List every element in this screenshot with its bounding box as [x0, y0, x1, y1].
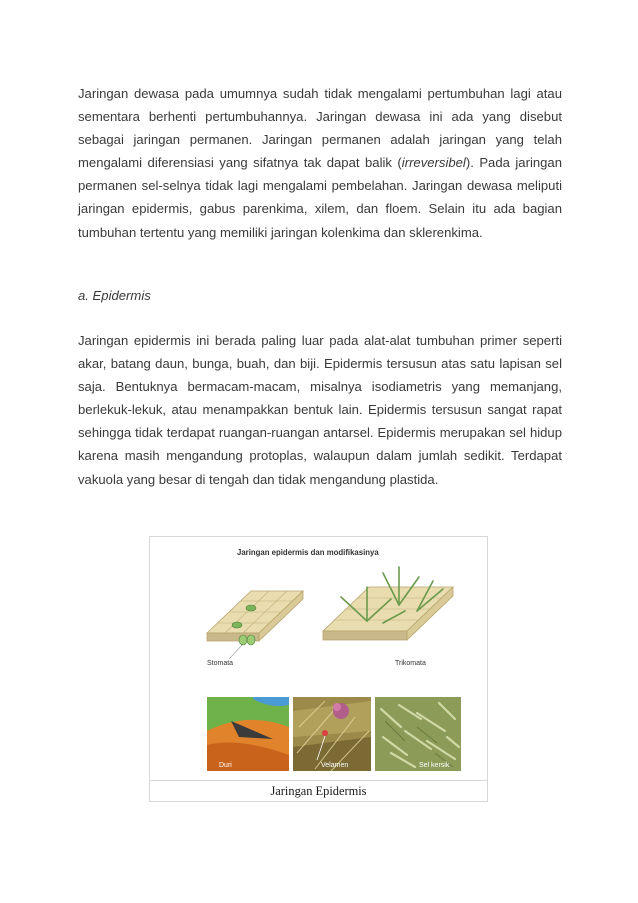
- label-duri: Duri: [219, 762, 232, 769]
- epidermis-illustration: [155, 541, 484, 777]
- intro-paragraph: [78, 82, 562, 244]
- figure-title: Jaringan epidermis dan modifikasinya: [237, 548, 379, 557]
- label-velamen: Velamen: [321, 762, 349, 769]
- velamen-photo: [293, 697, 371, 771]
- intro-paragraph-part1: Jaringan dewasa pada umumnya sudah tidak mengalami pertumbuhan lagi atau sementara berhenti pertumbuhannya. Jaringan dewasa ini ada yang disebut sebagai jaringan permanen. Jaringan permanen adalah jaringan yang telah mengalami diferensiasi yang sifatnya tak dapat balik (: [78, 86, 562, 171]
- figure-box: [149, 536, 488, 802]
- intro-paragraph-part2: ). Pada jaringan permanen sel-selnya tidak lagi mengalami pembelahan. Jaringan dewasa meliputi jaringan epidermis, gabus parenkima, xilem, dan floem. Selain itu ada bagian tumbuhan tertentu yang memiliki jaringan kolenkima dan sklerenkima.: [78, 155, 562, 240]
- label-sel-kersik: Sel kersik: [419, 762, 450, 769]
- duri-photo: [207, 697, 289, 771]
- label-stomata: Stomata: [207, 660, 234, 667]
- section-heading: a. Epidermis: [78, 288, 151, 303]
- figure-caption: Jaringan Epidermis: [270, 784, 367, 798]
- epidermis-paragraph: Jaringan epidermis ini berada paling luar pada alat-alat tumbuhan primer seperti akar, batang daun, bunga, buah, dan biji. Epidermis tersusun atas satu lapisan sel saja. Bentuknya bermacam-macam, misalnya isodiametris yang memanjang, berlekuk-lekuk, atau menampakkan bentuk lain. Epidermis tersusun sangat rapat sehingga tidak terdapat ruangan-ruangan antarsel. Epidermis merupakan sel hidup karena masih mengandung protoplas, walaupun dalam jumlah sedikit. Terdapat vakuola yang besar di tengah dan tidak mengandung plastida.: [78, 333, 562, 487]
- sel-kersik-photo: [375, 697, 461, 771]
- label-trikomata: Trikomata: [395, 660, 426, 667]
- figure-divider: [150, 780, 487, 781]
- intro-paragraph-italic-term: irreversibel: [401, 155, 466, 171]
